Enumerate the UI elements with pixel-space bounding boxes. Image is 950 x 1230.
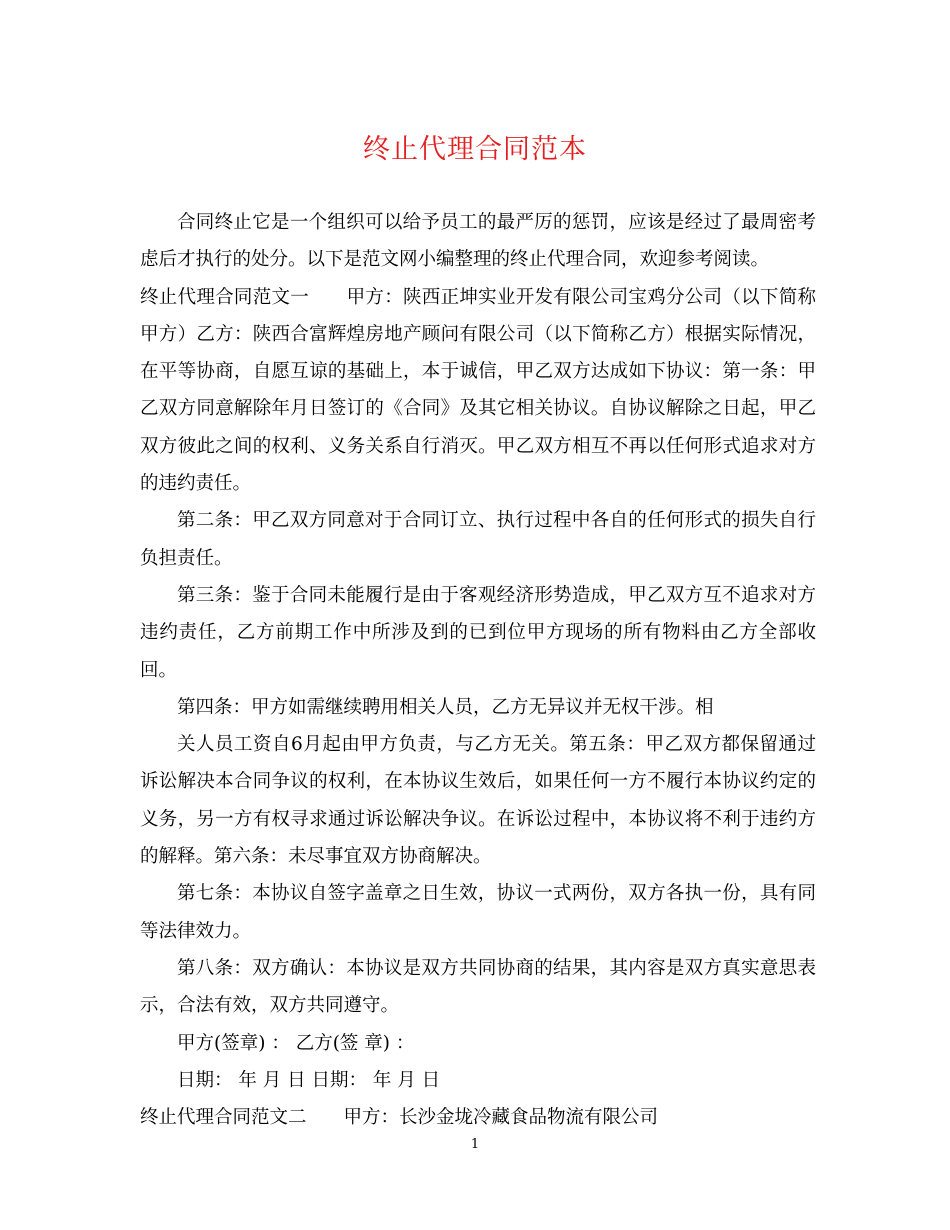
paragraph-sample-two: 终止代理合同范文二 甲方：长沙金垅冷藏食品物流有限公司: [140, 1107, 659, 1129]
paragraph-article-two: 第二条：甲乙双方同意对于合同订立、执行过程中各自的任何形式的损失自行负担责任。: [140, 510, 816, 569]
paragraph-article-four: 第四条：甲方如需继续聘用相关人员，乙方无异议并无权干涉。相: [177, 696, 714, 718]
paragraph-article-seven: 第七条：本协议自签字盖章之日生效，协议一式两份，双方各执一份，具有同等法律效力。: [140, 883, 816, 942]
paragraph-intro: 合同终止它是一个组织可以给予员工的最严厉的惩罚，应该是经过了最周密考虑后才执行的处分。以下是范文网小编整理的终止代理合同，欢迎参考阅读。: [140, 212, 816, 271]
page-number: 1: [470, 1137, 480, 1152]
signature-line: 甲方(签章) ： 乙方(签 章) ：: [177, 1032, 415, 1054]
paragraph-article-three: 第三条：鉴于合同未能履行是由于客观经济形势造成，甲乙双方互不追求对方违约责任，乙方前期工作中所涉及到的已到位甲方现场的所有物料由乙方全部收回。: [140, 584, 816, 681]
document-body: [140, 204, 816, 1136]
date-line: 日期： 年 月 日 日期： 年 月 日: [177, 1069, 441, 1091]
document-title: 终止代理合同范本: [363, 134, 587, 165]
paragraph-article-five-six: 关人员工资自6月起由甲方负责，与乙方无关。第五条：甲乙双方都保留通过诉讼解决本合同争议的权利，在本协议生效后，如果任何一方不履行本协议约定的义务，另一方有权寻求通过诉讼解决争议。在诉讼过程中，本协议将不利于违约方的解释。第六条：未尽事宜双方协商解决。: [140, 734, 816, 868]
paragraph-article-eight: 第八条：双方确认：本协议是双方共同协商的结果，其内容是双方真实意思表示，合法有效，双方共同遵守。: [140, 957, 816, 1017]
paragraph-sample-one: 终止代理合同范文一 甲方：陕西正坤实业开发有限公司宝鸡分公司（以下简称甲方）乙方：陕西合富辉煌房地产顾问有限公司（以下简称乙方）根据实际情况，在平等协商，自愿互谅的基础上，本于诚信，甲乙双方达成如下协议：第一条：甲乙双方同意解除年月日签订的《合同》及其它相关协议。自协议解除之日起，甲乙双方彼此之间的权利、义务关系自行消灭。甲乙双方相互不再以任何形式追求对方的违约责任。: [140, 286, 816, 495]
